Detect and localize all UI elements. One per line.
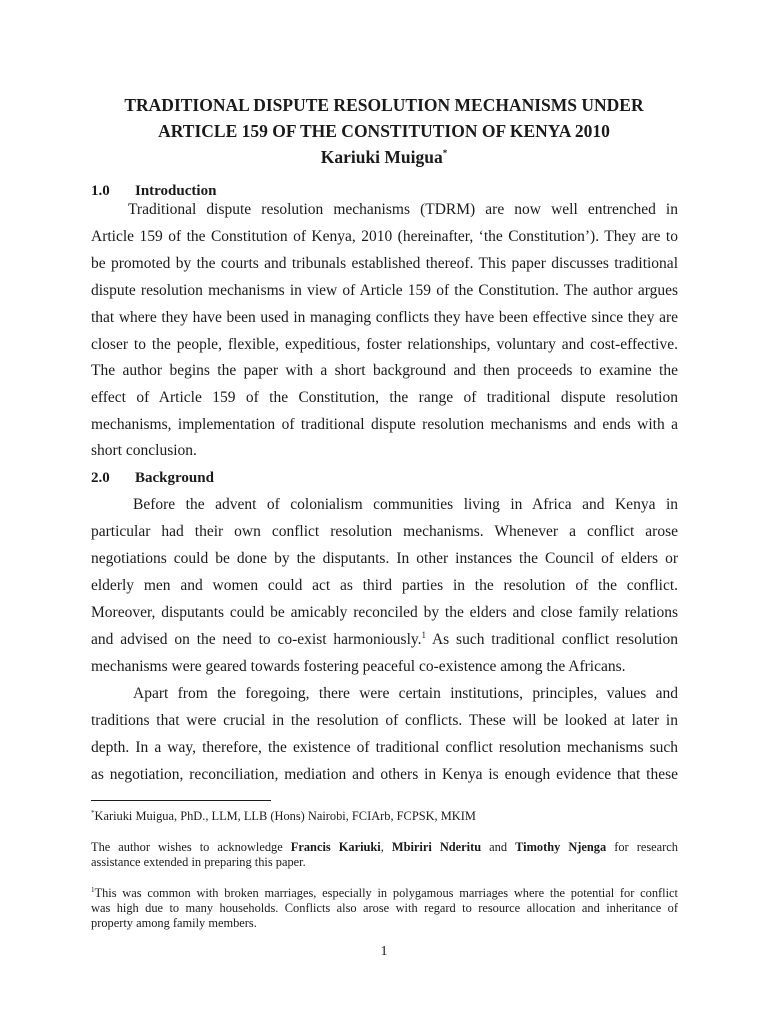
- body-line: Article 159 of the Constitution of Kenya, 2010 (hereinafter, ‘the Constitution’). They are to: [91, 228, 678, 245]
- footnote-author: [91, 809, 678, 824]
- footnote-1-line-2: was high due to many households. Conflicts also arose with regard to resource allocation and inheritance of: [91, 901, 678, 915]
- body-line: as negotiation, reconciliation, mediation and others in Kenya is enough evidence that these: [91, 766, 678, 783]
- footnote-mark: 1: [91, 885, 95, 894]
- body-line: short conclusion.: [91, 442, 197, 459]
- body-line: traditions that were crucial in the resolution of conflicts. These will be looked at later in: [91, 712, 678, 729]
- author-footnote-mark: *: [442, 148, 448, 159]
- body-line-with-footnote: [91, 630, 678, 650]
- body-line: Traditional dispute resolution mechanisms (TDRM) are now well entrenched in: [128, 201, 678, 218]
- footnote-separator: [91, 800, 271, 801]
- footnote-text: Kariuki Muigua, PhD., LLM, LLB (Hons) Nairobi, FCIArb, FCPSK, MKIM: [94, 809, 476, 823]
- author-line: [60, 144, 708, 170]
- body-line: negotiations could be done by the disputants. In other instances the Council of elders or: [91, 550, 678, 567]
- footnote-text: The author wishes to acknowledge: [91, 840, 283, 854]
- footnote-text: for research: [614, 840, 678, 854]
- body-line: mechanisms, implementation of traditional dispute resolution mechanisms and ends with a: [91, 416, 678, 433]
- title-line-1: TRADITIONAL DISPUTE RESOLUTION MECHANISMS UNDER: [124, 95, 644, 115]
- footnote-text: This was common with broken marriages, especially in polygamous marriages where the potential for conflict: [94, 886, 678, 900]
- footnote-mark: *: [91, 808, 95, 817]
- section-number: 1.0: [91, 183, 110, 199]
- section-title: Background: [135, 470, 214, 486]
- body-line: depth. In a way, therefore, the existence of traditional conflict resolution mechanisms such: [91, 739, 678, 756]
- body-line: Moreover, disputants could be amicably reconciled by the elders and close family relations: [91, 604, 678, 621]
- body-line: Before the advent of colonialism communities living in Africa and Kenya in: [133, 496, 678, 513]
- body-line: elderly men and women could act as third parties in the resolution of the conflict.: [91, 577, 678, 594]
- body-line: Apart from the foregoing, there were certain institutions, principles, values and: [133, 685, 678, 702]
- section-heading-introduction: [91, 181, 216, 201]
- body-line: be promoted by the courts and tribunals established thereof. This paper discusses traditional: [91, 255, 678, 272]
- footnote-text: ,: [380, 840, 384, 854]
- footnote-ref-1: 1: [421, 629, 426, 640]
- section-heading-background: [91, 468, 214, 488]
- body-line: The author begins the paper with a short background and then proceeds to examine the: [91, 362, 678, 379]
- acknowledged-name: Mbiriri Nderitu: [391, 840, 482, 854]
- section-number: 2.0: [91, 470, 110, 486]
- section-title: Introduction: [135, 183, 217, 199]
- footnote-acknowledgement-line-2: assistance extended in preparing this paper.: [91, 855, 306, 869]
- body-line: that where they have been used in managing conflicts they have been effective since they are: [91, 309, 678, 326]
- footnote-1-line-3: property among family members.: [91, 916, 257, 930]
- body-line: particular had their own conflict resolution mechanisms. Whenever a conflict arose: [91, 523, 678, 540]
- footnote-1: [91, 886, 678, 901]
- body-line: mechanisms were geared towards fostering peaceful co-existence among the Africans.: [91, 658, 626, 675]
- body-text: As such traditional conflict resolution: [431, 631, 678, 648]
- body-line: effect of Article 159 of the Constitution, the range of traditional dispute resolution: [91, 389, 678, 406]
- body-text: and advised on the need to co-exist harmoniously.: [91, 631, 422, 648]
- footnote-text: and: [489, 840, 508, 854]
- document-title: [60, 92, 708, 170]
- acknowledged-name: Timothy Njenga: [515, 840, 607, 854]
- acknowledged-name: Francis Kariuki: [290, 840, 381, 854]
- title-line-2: ARTICLE 159 OF THE CONSTITUTION OF KENYA 2010: [158, 121, 610, 141]
- body-line: closer to the people, flexible, expeditious, foster relationships, voluntary and cost-effective.: [91, 336, 678, 353]
- footnote-acknowledgement: [91, 840, 678, 855]
- page-number: 1: [380, 944, 388, 959]
- body-line: dispute resolution mechanisms in view of Article 159 of the Constitution. The author argues: [91, 282, 678, 299]
- author-name: Kariuki Muigua: [320, 147, 443, 167]
